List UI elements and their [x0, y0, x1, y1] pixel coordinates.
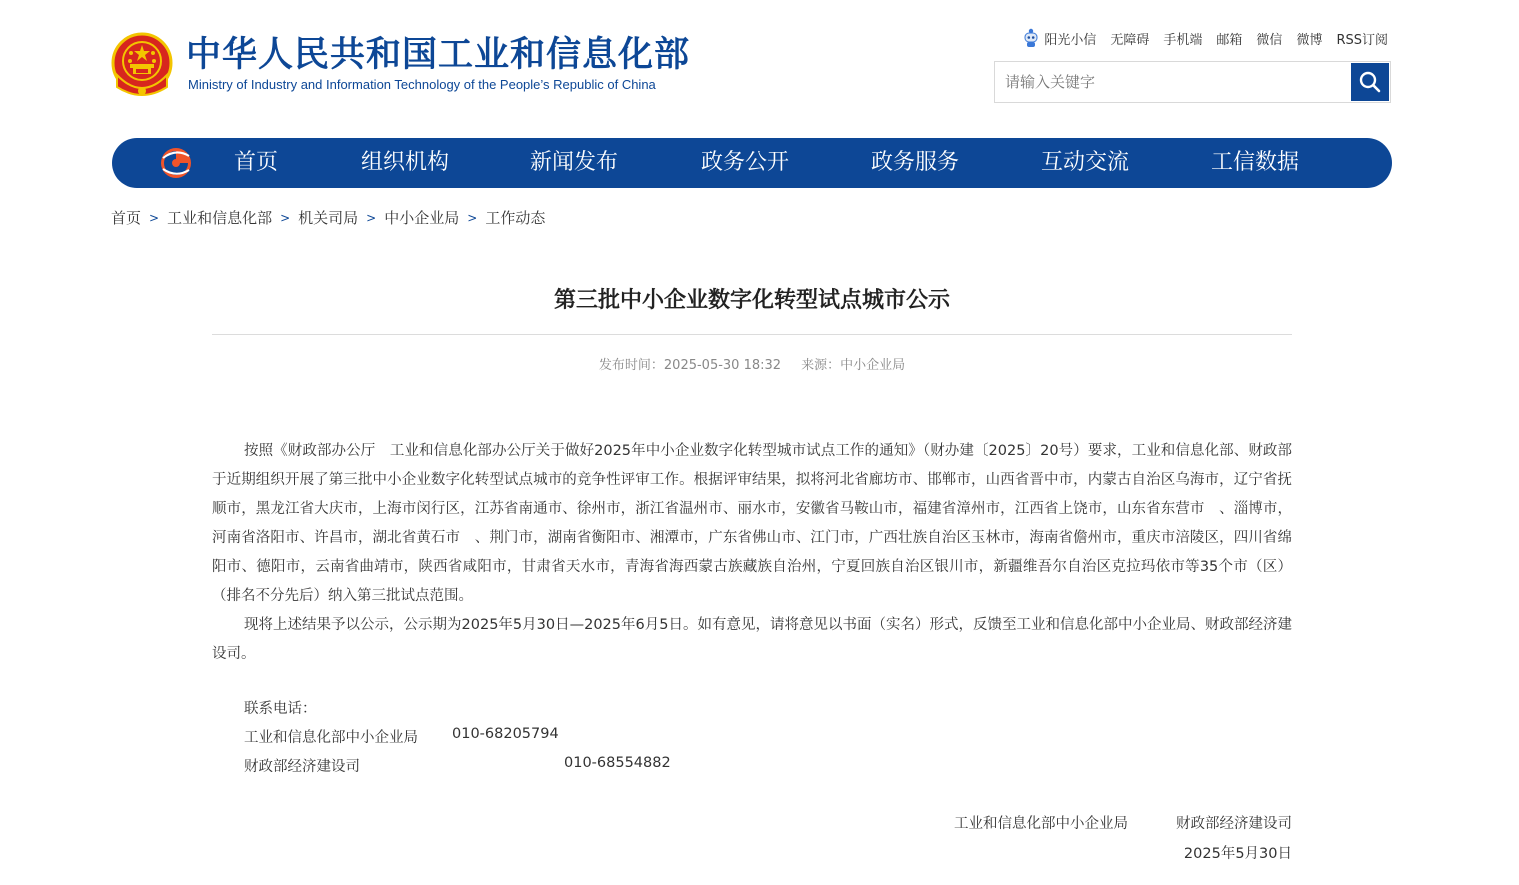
- ministry-logo-icon[interactable]: [159, 146, 193, 180]
- nav-government-services[interactable]: 政务服务: [871, 150, 960, 175]
- search-box: [994, 61, 1391, 103]
- publish-time: 2025-05-30 18:32: [663, 358, 782, 373]
- contact-name: 工业和信息化部中小企业局: [244, 730, 418, 746]
- national-emblem-icon: [111, 31, 173, 97]
- breadcrumb-departments[interactable]: 机关司局: [298, 209, 359, 227]
- link-mobile[interactable]: 手机端: [1163, 32, 1203, 48]
- link-yangguang-xiaoxin[interactable]: 阳光小信: [1044, 32, 1097, 48]
- signature-orgs: [954, 812, 1292, 833]
- contact-phone: 010-68554882: [564, 755, 671, 771]
- search-input[interactable]: [995, 62, 1350, 102]
- breadcrumb-separator: >: [467, 210, 478, 225]
- breadcrumb: [111, 207, 545, 228]
- link-weibo[interactable]: 微博: [1296, 32, 1323, 48]
- article-paragraph: 按照《财政部办公厅 工业和信息化部办公厅关于做好2025年中小企业数字化转型城市试点工作的通知》（财办建〔2025〕20号）要求，工业和信息化部、财政部于近期组织开展了第三批中小企业数字化转型试点城市的竞争性评审工作。根据评审结果，拟将河北省廊坊市、邯郸市，山西省晋中市，内蒙古自治区乌海市，辽宁省抚顺市，黑龙江省大庆市，上海市闵行区，江苏省南通市、徐州市，浙江省温州市、丽水市，安徽省马鞍山市，福建省漳州市，江西省上饶市，山东省东营市 、淄博市，河南省洛阳市、许昌市，湖北省黄石市 、荆门市，湖南省衡阳市、湘潭市，广东省佛山市、江门市，广西壮族自治区玉林市，海南省儋州市，重庆市涪陵区，四川省绵阳市、德阳市，云南省曲靖市，陕西省咸阳市，甘肃省天水市，青海省海西蒙古族藏族自治州，宁夏回族自治区银川市，新疆维吾尔自治区克拉玛依市等35个市（区）（排名不分先后）纳入第三批试点范围。: [212, 443, 1292, 604]
- site-title-english[interactable]: Ministry of Industry and Information Technology of the People’s Republic of China: [188, 77, 656, 92]
- article-paragraph: 现将上述结果予以公示，公示期为2025年5月30日—2025年6月5日。如有意见，请将意见以书面（实名）形式，反馈至工业和信息化部中小企业局、财政部经济建设司。: [212, 617, 1292, 662]
- main-nav: [112, 138, 1392, 188]
- robot-assistant-icon[interactable]: [1022, 27, 1040, 49]
- source-value: 中小企业局: [840, 358, 906, 373]
- nav-news[interactable]: 新闻发布: [530, 150, 619, 175]
- breadcrumb-separator: >: [366, 210, 377, 225]
- link-accessibility[interactable]: 无障碍: [1110, 32, 1150, 48]
- contact-row: [244, 726, 559, 747]
- nav-government-affairs[interactable]: 政务公开: [701, 150, 790, 175]
- article-title: 第三批中小企业数字化转型试点城市公示: [553, 288, 950, 313]
- search-button[interactable]: [1351, 63, 1389, 101]
- search-icon: [1358, 70, 1382, 94]
- signature-date: 2025年5月30日: [1183, 846, 1292, 862]
- nav-home[interactable]: 首页: [234, 150, 279, 175]
- breadcrumb-separator: >: [280, 210, 291, 225]
- breadcrumb-home[interactable]: 首页: [111, 209, 142, 227]
- source-label: 来源：: [801, 358, 841, 373]
- signer-org: 工业和信息化部中小企业局: [954, 816, 1128, 832]
- contact-row: [244, 755, 671, 776]
- signer-org: 财政部经济建设司: [1176, 816, 1292, 832]
- article-body: [212, 437, 1292, 669]
- breadcrumb-miit[interactable]: 工业和信息化部: [167, 209, 273, 227]
- site-title[interactable]: 中华人民共和国工业和信息化部: [186, 35, 691, 75]
- breadcrumb-sme-bureau[interactable]: 中小企业局: [384, 209, 460, 227]
- title-divider: [212, 334, 1292, 335]
- link-rss[interactable]: RSS订阅: [1336, 32, 1388, 48]
- link-wechat[interactable]: 微信: [1256, 32, 1283, 48]
- breadcrumb-separator: >: [149, 210, 160, 225]
- article-meta: [212, 354, 1292, 373]
- contact-name: 财政部经济建设司: [244, 759, 360, 775]
- link-mailbox[interactable]: 邮箱: [1216, 32, 1243, 48]
- publish-time-label: 发布时间：: [598, 358, 664, 373]
- nav-data[interactable]: 工信数据: [1211, 150, 1300, 175]
- nav-organization[interactable]: 组织机构: [361, 150, 450, 175]
- contact-label: 联系电话：: [244, 701, 317, 717]
- top-utility-links: [1022, 27, 1388, 49]
- breadcrumb-work-updates[interactable]: 工作动态: [485, 209, 546, 227]
- contact-phone: 010-68205794: [452, 726, 559, 742]
- nav-interaction[interactable]: 互动交流: [1041, 150, 1130, 175]
